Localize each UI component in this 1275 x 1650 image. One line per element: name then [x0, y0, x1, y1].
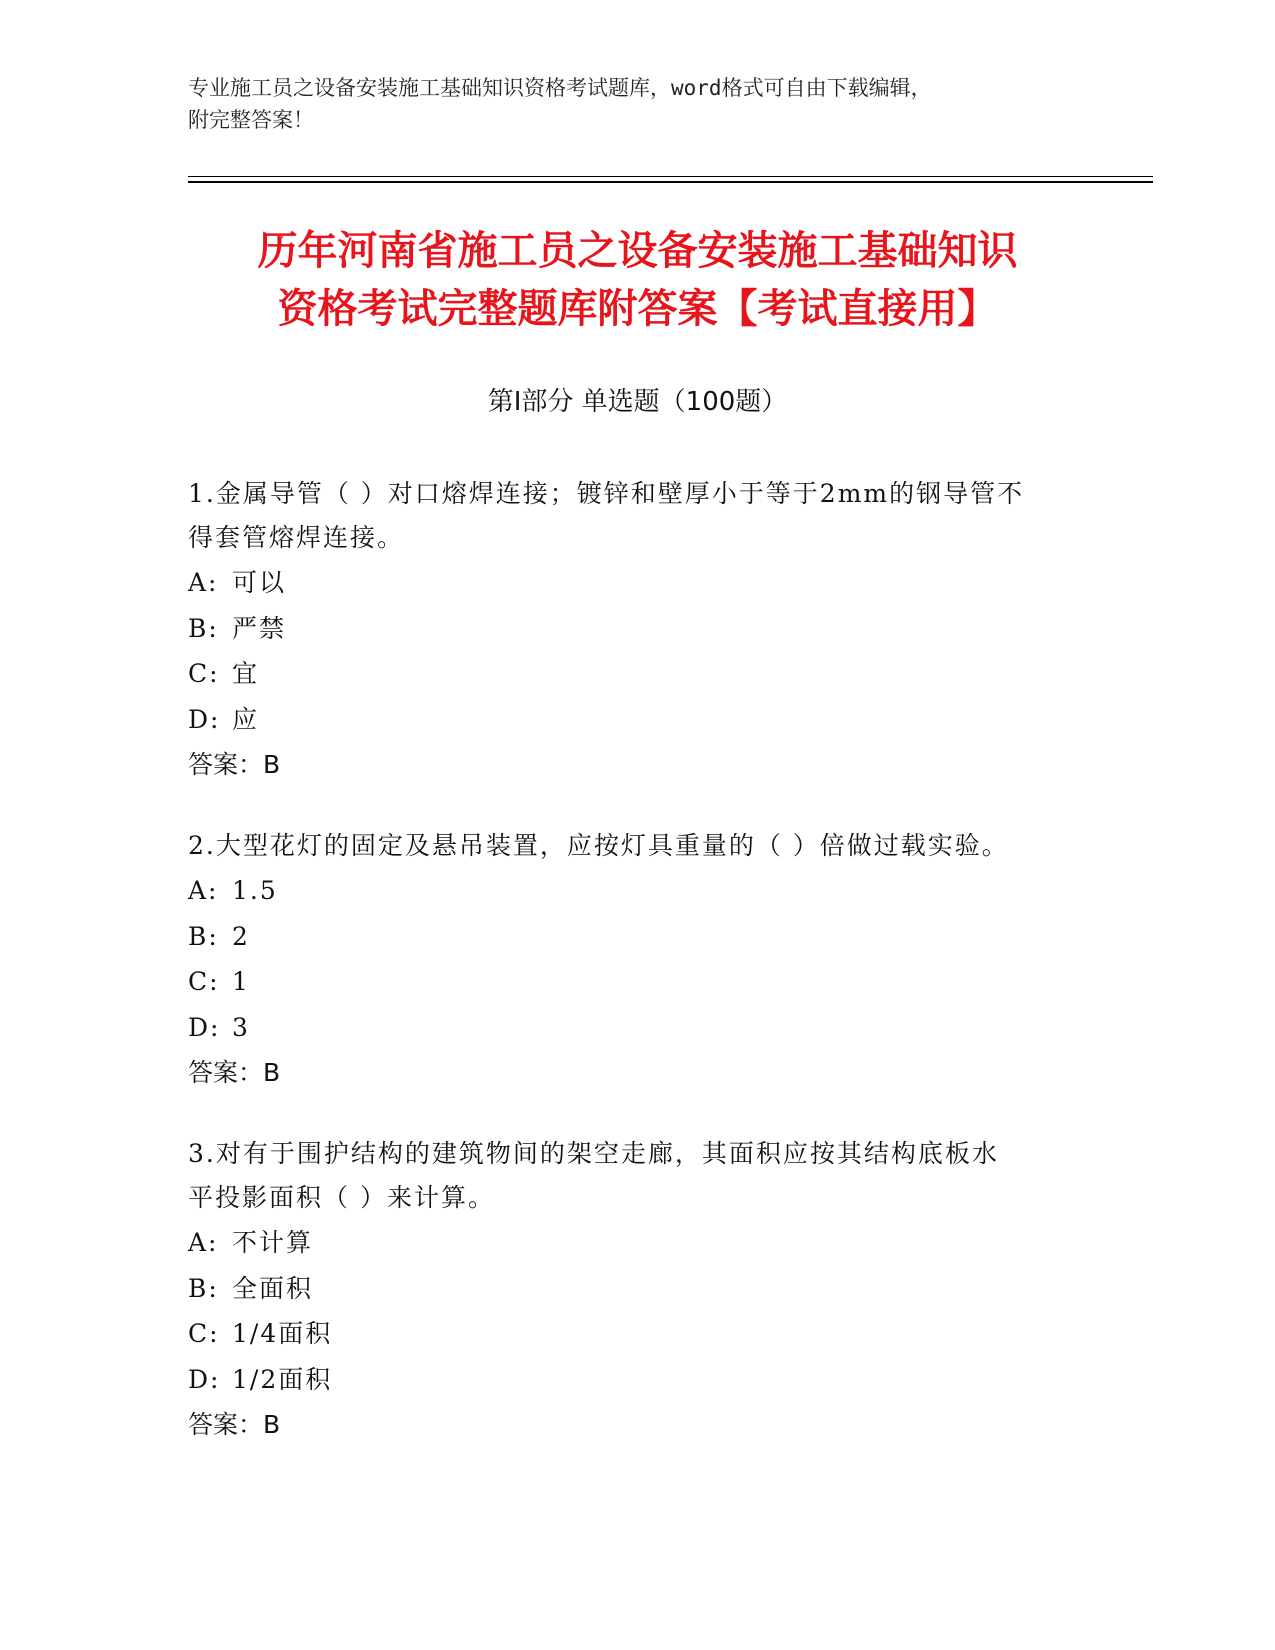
- question-text: [188, 1132, 1088, 1220]
- option-letter: D:: [188, 704, 221, 734]
- answer-prefix: 答案：: [188, 1058, 264, 1087]
- question-text-line: 3.对有于围护结构的建筑物间的架空走廊，其面积应按其结构底板水: [188, 1139, 999, 1168]
- option-list: [188, 560, 1088, 742]
- option-letter: B:: [188, 613, 219, 643]
- option-text: 严禁: [232, 613, 287, 643]
- option-text: 2: [232, 921, 250, 951]
- option-b: [188, 914, 1088, 960]
- option-d: [188, 1005, 1088, 1051]
- question-1: [188, 472, 1088, 788]
- option-c: [188, 651, 1088, 697]
- option-letter: D:: [188, 1364, 221, 1394]
- option-letter: C:: [188, 967, 220, 996]
- document-title-line-2: 资格考试完整题库附答案【考试直接用】: [277, 286, 998, 332]
- option-letter: A:: [188, 568, 219, 597]
- document-title-line-1: 历年河南省施工员之设备安装施工基础知识: [257, 228, 1018, 274]
- option-letter: A:: [188, 876, 219, 905]
- question-text-line: 平投影面积（ ）来计算。: [188, 1183, 495, 1212]
- question-text-line: 1.金属导管（ ）对口熔焊连接；镀锌和壁厚小于等于2mm的钢导管不: [188, 479, 1025, 508]
- option-text: 可以: [232, 568, 287, 597]
- question-2: [188, 824, 1088, 1096]
- option-letter: C:: [188, 1319, 220, 1348]
- option-text: 全面积: [232, 1273, 314, 1303]
- option-b: [188, 1266, 1088, 1312]
- option-list: [188, 868, 1088, 1050]
- header-divider-thin: [188, 176, 1153, 177]
- answer-value: B: [263, 1058, 281, 1087]
- option-b: [188, 606, 1088, 652]
- option-a: [188, 1220, 1088, 1266]
- option-d: [188, 1357, 1088, 1403]
- option-letter: C:: [188, 659, 220, 688]
- question-text-line: 得套管熔焊连接。: [188, 523, 405, 552]
- option-text: 宜: [232, 659, 260, 688]
- option-letter: D:: [188, 1012, 221, 1042]
- option-letter: B:: [188, 1273, 219, 1303]
- option-text: 1/4面积: [232, 1319, 333, 1348]
- answer-line: [188, 1402, 1088, 1448]
- option-text: 应: [232, 704, 260, 734]
- option-letter: B:: [188, 921, 219, 951]
- answer-line: [188, 1050, 1088, 1096]
- answer-value: B: [263, 1410, 281, 1439]
- option-c: [188, 1311, 1088, 1357]
- option-text: 不计算: [232, 1228, 314, 1257]
- option-text: 1: [232, 967, 250, 996]
- header-note-line-1: 专业施工员之设备安装施工基础知识资格考试题库，word格式可自由下载编辑，: [188, 76, 932, 100]
- option-text: 1/2面积: [232, 1364, 333, 1394]
- answer-prefix: 答案：: [188, 750, 264, 779]
- question-list: [188, 472, 1088, 1484]
- document-title: [150, 222, 1125, 338]
- answer-line: [188, 742, 1088, 788]
- answer-value: B: [263, 750, 281, 779]
- option-text: 1.5: [232, 876, 278, 905]
- question-3: [188, 1132, 1088, 1448]
- option-a: [188, 560, 1088, 606]
- option-letter: A:: [188, 1228, 219, 1257]
- option-a: [188, 868, 1088, 914]
- header-divider-thick: [188, 181, 1153, 183]
- question-text-line: 2.大型花灯的固定及悬吊装置，应按灯具重量的（ ）倍做过载实验。: [188, 831, 1009, 860]
- option-d: [188, 697, 1088, 743]
- answer-prefix: 答案：: [188, 1410, 264, 1439]
- question-text: [188, 472, 1088, 560]
- header-note-line-2: 附完整答案！: [188, 108, 314, 132]
- question-text: [188, 824, 1088, 868]
- section-heading: 第Ⅰ部分 单选题（100题）: [487, 387, 788, 417]
- header-note: [188, 72, 1088, 136]
- option-text: 3: [232, 1012, 250, 1042]
- option-list: [188, 1220, 1088, 1402]
- option-c: [188, 959, 1088, 1005]
